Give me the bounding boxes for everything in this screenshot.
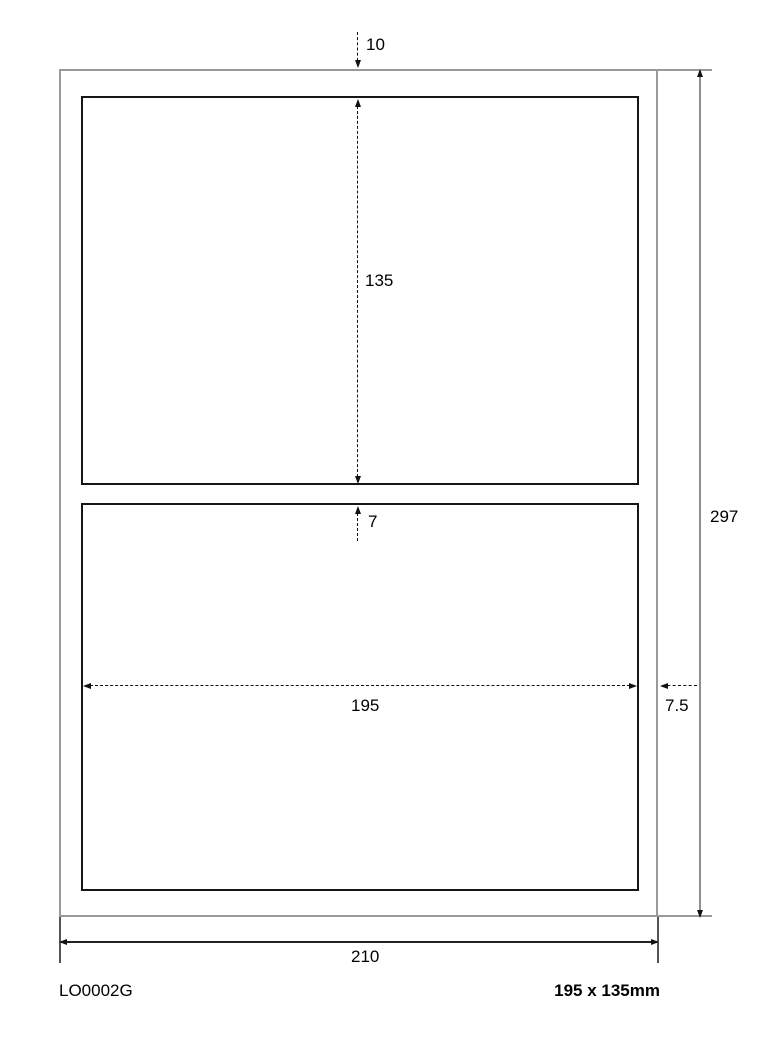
arrow-left-icon [59, 939, 67, 945]
dim-top-margin-value: 10 [366, 35, 385, 54]
arrow-down-icon [355, 476, 361, 484]
arrow-left-icon [83, 683, 91, 689]
arrow-up-icon [697, 69, 703, 77]
dim-sheet-height-line [699, 71, 701, 916]
label-outline-top [81, 96, 639, 485]
arrow-down-icon [697, 910, 703, 918]
dim-sheet-height-value: 297 [710, 507, 739, 526]
dim-sheet-height-extension-top [658, 69, 712, 71]
arrow-down-icon [355, 60, 361, 68]
arrow-right-icon [629, 683, 637, 689]
dim-label-width-value: 195 [351, 696, 380, 715]
arrow-left-icon [660, 683, 668, 689]
arrow-right-icon [651, 939, 659, 945]
dim-side-margin-line [662, 685, 697, 686]
arrow-up-icon [355, 99, 361, 107]
dim-label-height-line [357, 101, 358, 482]
dim-label-width-line [85, 685, 635, 686]
product-code: LO0002G [59, 981, 133, 1000]
arrow-up-icon [355, 506, 361, 514]
dim-label-height-value: 135 [365, 271, 394, 290]
dim-side-margin-value: 7.5 [665, 696, 689, 715]
dim-sheet-height-extension-bottom [658, 915, 712, 917]
label-size-text: 195 x 135mm [554, 981, 660, 1000]
dim-sheet-width-line [61, 941, 657, 943]
dim-sheet-width-value: 210 [351, 947, 380, 966]
dim-top-margin-line [357, 32, 358, 66]
dim-row-gap-line [357, 508, 358, 541]
dim-row-gap-value: 7 [368, 512, 378, 531]
